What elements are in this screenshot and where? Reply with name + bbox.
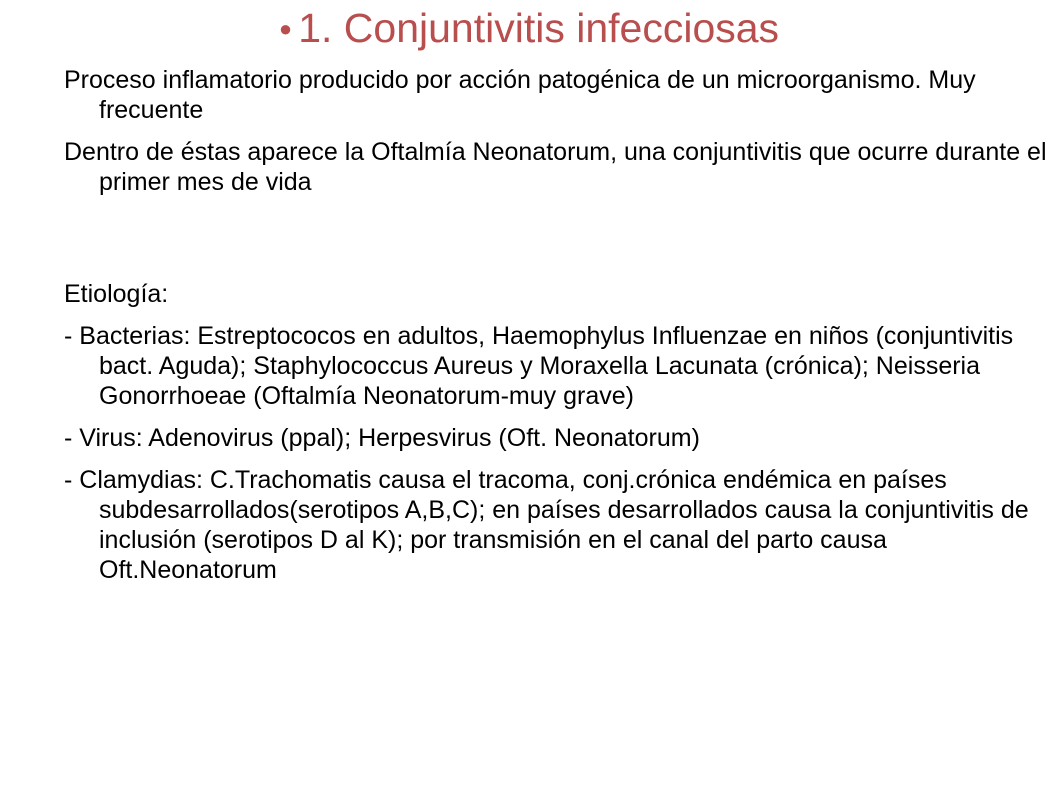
slide-title-text: 1. Conjuntivitis infecciosas xyxy=(298,5,780,51)
paragraph-definition: Proceso inflamatorio producido por acción patogénica de un microorganismo. Muy frecuente xyxy=(64,66,976,124)
title-bullet-icon: ● xyxy=(278,16,293,41)
paragraph-neonatorum: Dentro de éstas aparece la Oftalmía Neonatorum, una conjuntivitis que ocurre durante el primer mes de vida xyxy=(64,138,1047,196)
slide-body xyxy=(64,65,1054,585)
slide-title xyxy=(0,2,1058,55)
paragraph-bacterias: - Bacterias: Estreptococos en adultos, Haemophylus Influenzae en niños (conjuntivitis bact. Aguda); Staphylococcus Aureus y Moraxella Lacunata (crónica); Neisseria Gonorrhoeae (Oftalmía Neonatorum-muy grave) xyxy=(64,322,1014,410)
paragraph-etiology-heading: Etiología: xyxy=(64,280,169,308)
paragraph-virus: - Virus: Adenovirus (ppal); Herpesvirus (Oft. Neonatorum) xyxy=(64,424,700,452)
paragraph-clamydias: - Clamydias: C.Trachomatis causa el tracoma, conj.crónica endémica en países subdesarrollados(serotipos A,B,C); en países desarrollados causa la conjuntivitis de inclusión (serotipos D al K); por transmisión en el canal del parto causa Oft.Neonatorum xyxy=(64,466,1029,584)
